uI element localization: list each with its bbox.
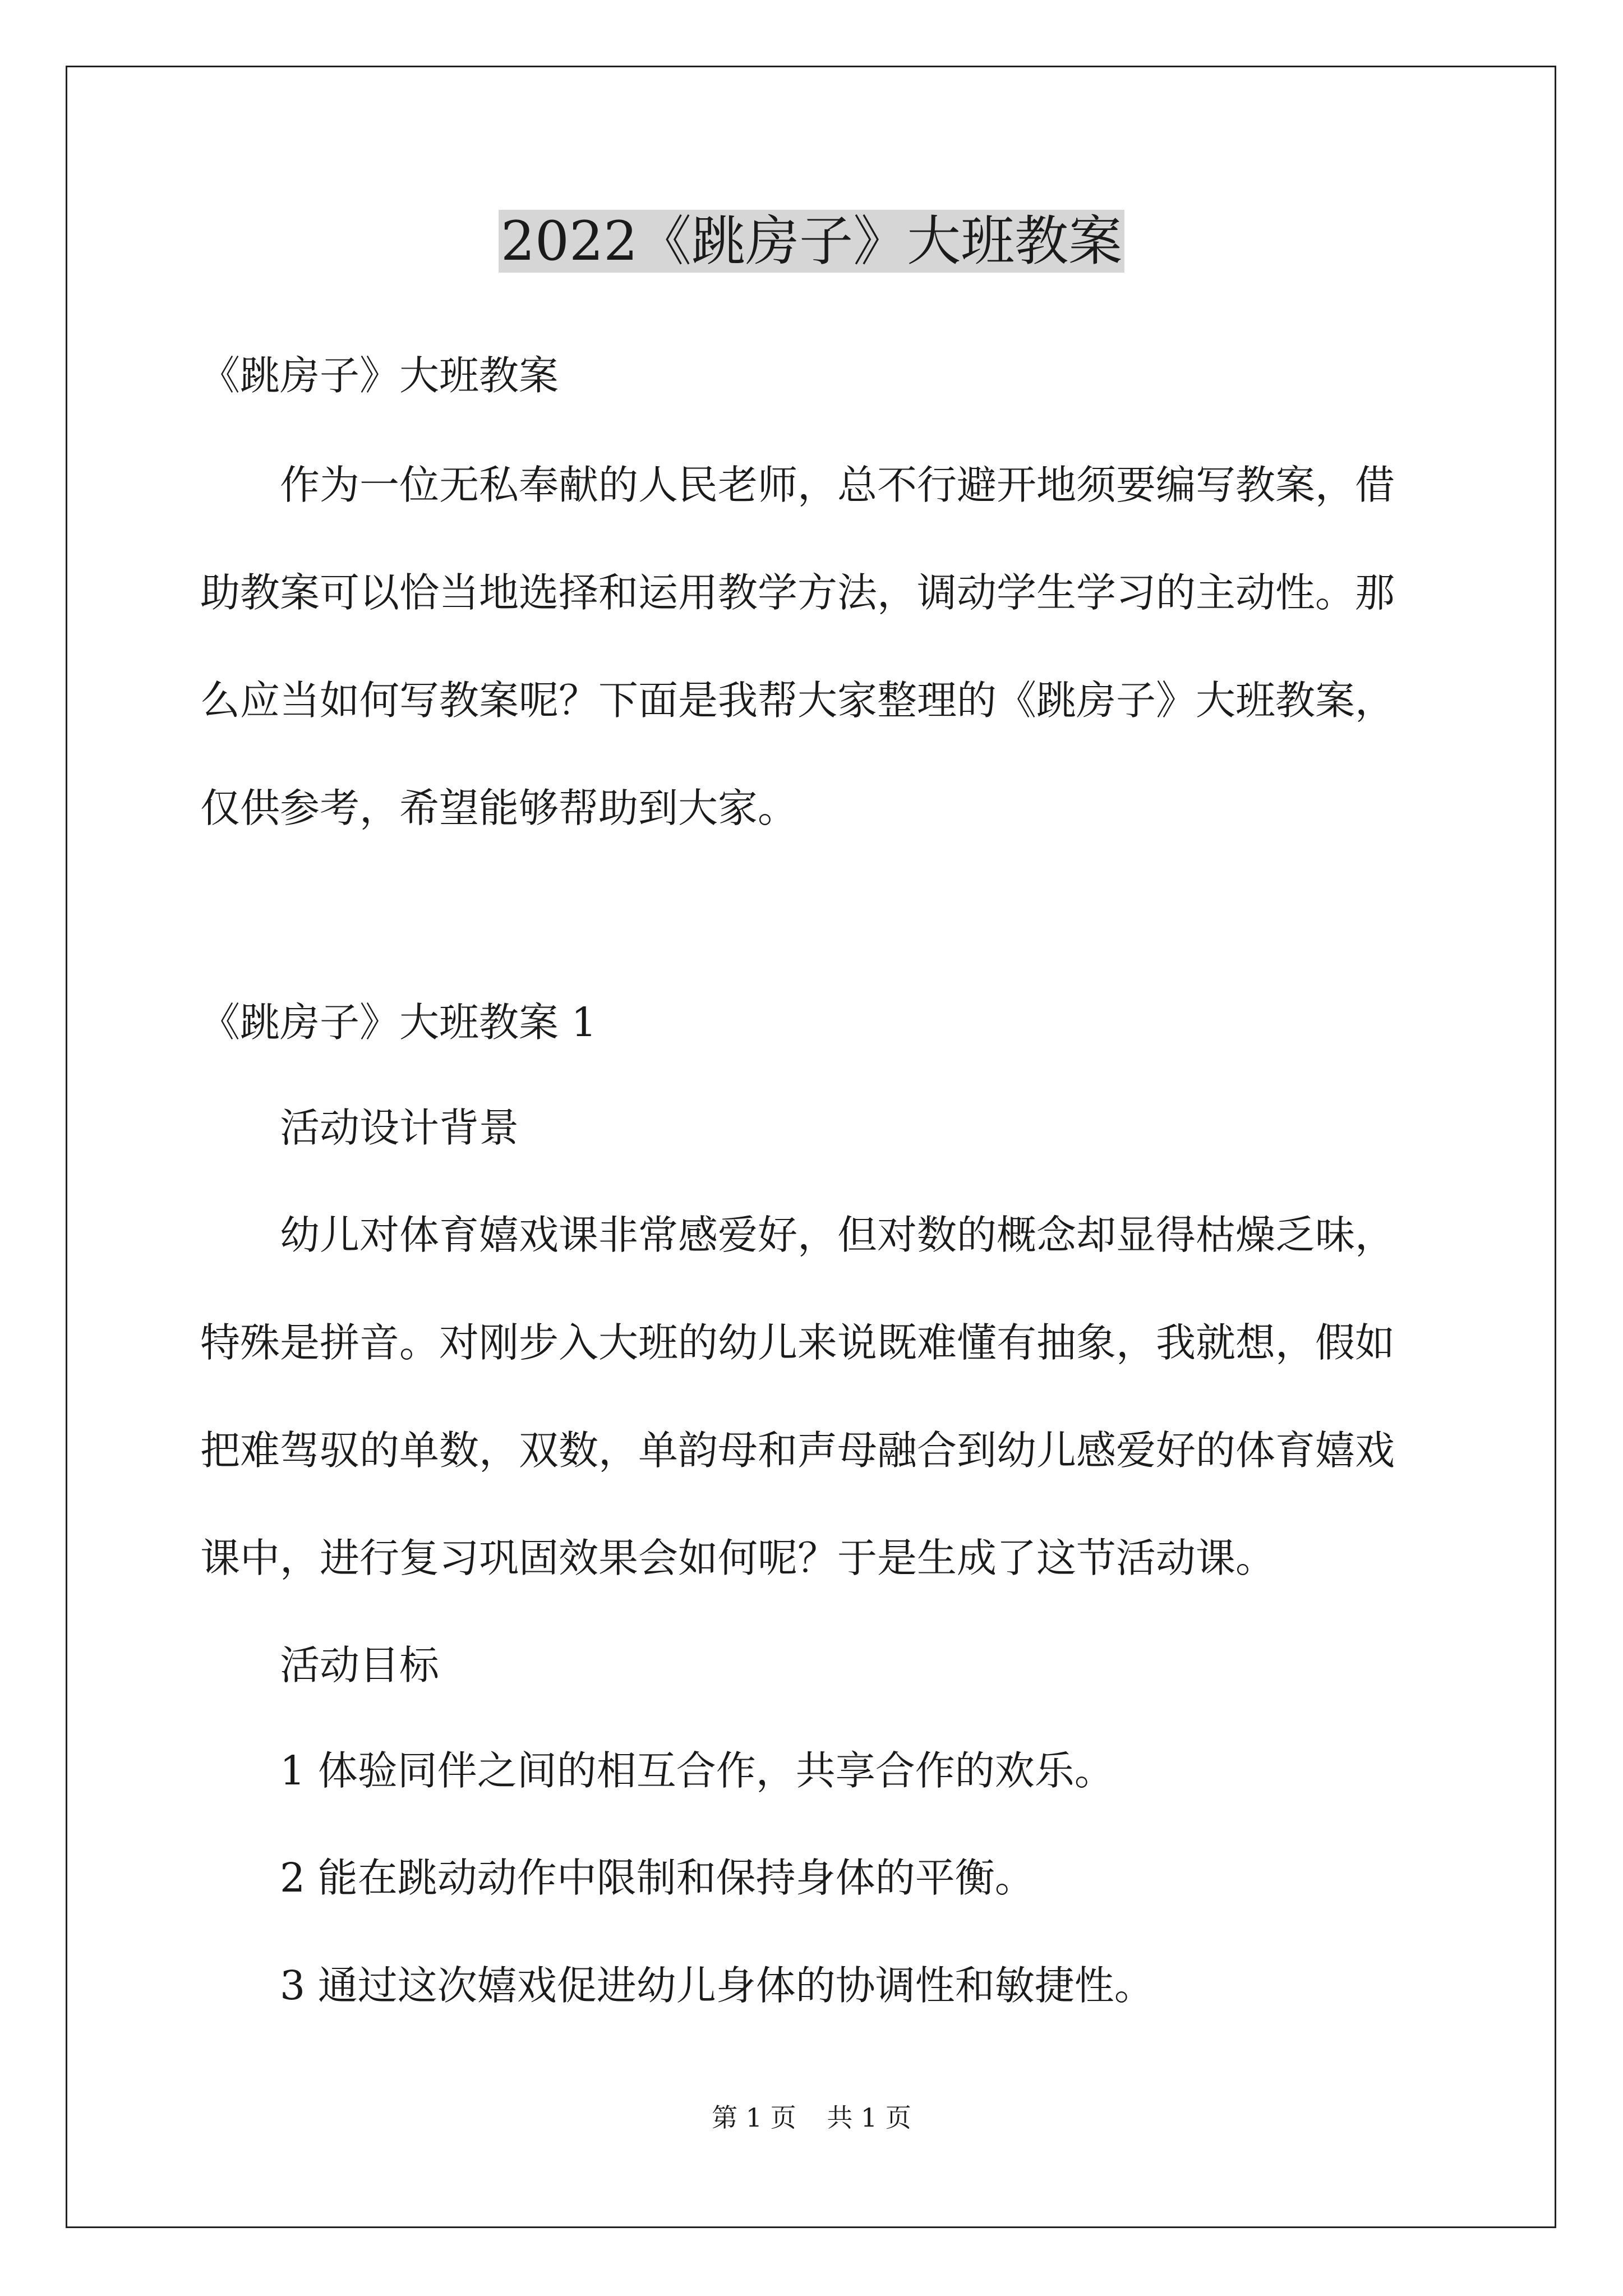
page-total: 共 1 页	[827, 2102, 911, 2133]
page-footer	[0, 2101, 1623, 2134]
intro-line: 助教案可以恰当地选择和运用教学方法，调动学生学习的主动性。那	[200, 569, 1395, 616]
background-heading: 活动设计背景	[200, 1105, 519, 1151]
goal-item: 3 通过这次嬉戏促进幼儿身体的协调性和敏捷性。	[200, 1962, 1154, 2009]
intro-line: 仅供参考，希望能够帮助到大家。	[200, 785, 798, 831]
background-line: 幼儿对体育嬉戏课非常感爱好，但对数的概念却显得枯燥乏味，	[200, 1212, 1395, 1258]
goal-item: 1 体验同伴之间的相互合作，共享合作的欢乐。	[200, 1747, 1114, 1794]
document-title	[0, 205, 1623, 278]
intro-line: 么应当如何写教案呢？下面是我帮大家整理的《跳房子》大班教案，	[200, 677, 1395, 724]
goal-item: 2 能在跳动动作中限制和保持身体的平衡。	[200, 1855, 1035, 1901]
section-title: 《跳房子》大班教案 1	[200, 999, 597, 1046]
background-line: 把难驾驭的单数，双数，单韵母和声母融合到幼儿感爱好的体育嬉戏	[200, 1427, 1395, 1474]
page-number: 第 1 页	[712, 2102, 796, 2133]
document-subtitle: 《跳房子》大班教案	[200, 352, 559, 399]
document-title-text: 2022《跳房子》大班教案	[499, 210, 1124, 273]
goals-heading: 活动目标	[200, 1642, 440, 1688]
intro-line: 作为一位无私奉献的人民老师，总不行避开地须要编写教案，借	[200, 462, 1395, 508]
background-line: 特殊是拼音。对刚步入大班的幼儿来说既难懂有抽象，我就想，假如	[200, 1319, 1395, 1366]
background-line: 课中，进行复习巩固效果会如何呢？于是生成了这节活动课。	[200, 1535, 1276, 1581]
